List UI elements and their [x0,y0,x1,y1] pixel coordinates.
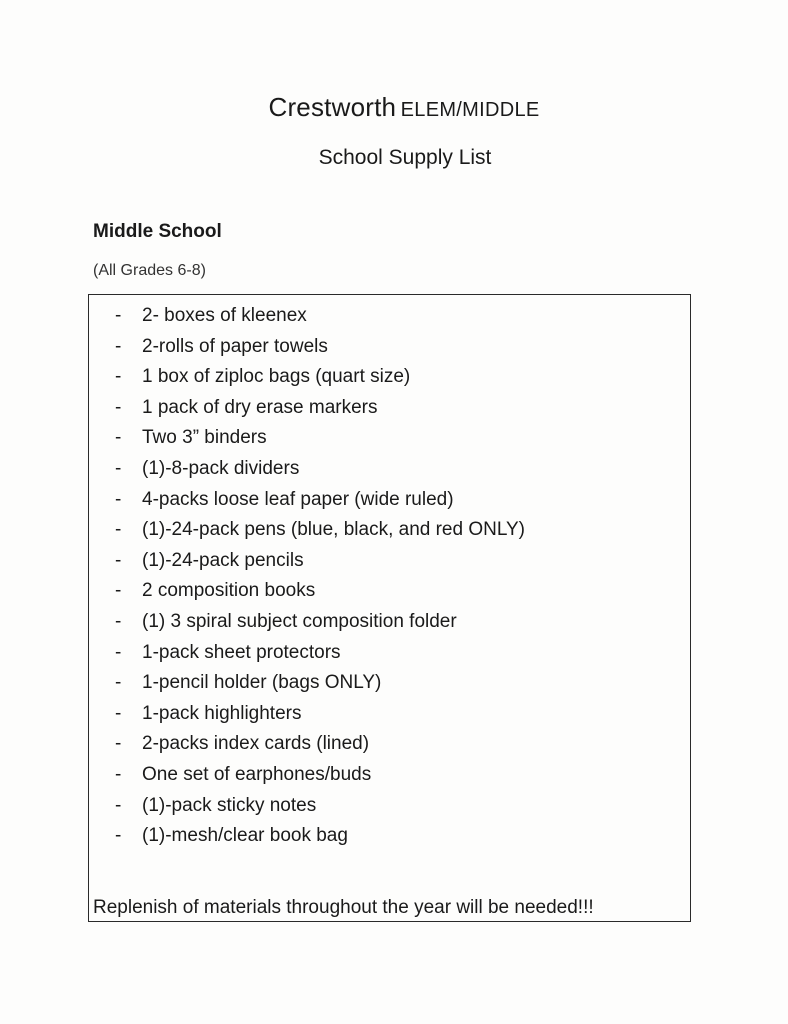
school-level: ELEM/MIDDLE [400,99,540,121]
supply-item-text: One set of earphones/buds [142,763,372,785]
supply-item-text: 2 composition books [142,580,316,602]
list-item [115,485,525,516]
replenish-note: Replenish of materials throughout the year will be needed!!! [93,897,594,918]
bullet-dash: - [115,733,122,755]
supply-item-text: (1) 3 spiral subject composition folder [142,610,457,632]
list-item [115,668,525,699]
list-item [115,791,525,822]
bullet-dash: - [115,427,122,449]
supply-item-text: 1-pack sheet protectors [142,641,341,663]
list-item [115,393,525,424]
list-item [115,699,525,730]
supply-item-text: (1)-8-pack dividers [142,457,300,479]
bullet-dash: - [115,641,122,663]
list-item [115,423,525,454]
supply-item-text: 1 box of ziploc bags (quart size) [142,366,411,388]
supply-item-text: 1 pack of dry erase markers [142,396,378,418]
list-item [115,821,525,852]
list-item [115,729,525,760]
supply-item-text: 2- boxes of kleenex [142,305,307,326]
list-item [115,301,525,332]
bullet-dash: - [115,794,122,816]
bullet-dash: - [115,610,122,632]
list-item [115,454,525,485]
supply-item-text: (1)-24-pack pencils [142,549,304,571]
bullet-dash: - [115,825,122,847]
bullet-dash: - [115,763,122,785]
bullet-dash: - [115,366,122,388]
document-subtitle: School Supply List [318,146,492,169]
supply-item-text: (1)-24-pack pens (blue, black, and red ONLY) [142,519,525,541]
bullet-dash: - [115,672,122,694]
supply-item-text: Two 3” binders [142,427,267,449]
bullet-dash: - [115,488,122,510]
list-item [115,515,525,546]
grades-note: (All Grades 6-8) [93,262,206,279]
supply-list-box [88,294,691,922]
list-item [115,546,525,577]
supply-item-text: (1)-pack sticky notes [142,794,317,816]
list-item [115,362,525,393]
bullet-dash: - [115,305,122,326]
supply-item-text: 1-pack highlighters [142,702,302,724]
supply-list [115,301,525,852]
bullet-dash: - [115,396,122,418]
list-item [115,760,525,791]
bullet-dash: - [115,457,122,479]
page-title [0,92,788,123]
bullet-dash: - [115,702,122,724]
section-heading: Middle School [93,221,222,242]
list-item [115,638,525,669]
bullet-dash: - [115,335,122,357]
supply-item-text: 2-rolls of paper towels [142,335,328,357]
supply-item-text: 4-packs loose leaf paper (wide ruled) [142,488,454,510]
supply-item-text: 1-pencil holder (bags ONLY) [142,672,382,694]
bullet-dash: - [115,580,122,602]
bullet-dash: - [115,519,122,541]
list-item [115,576,525,607]
list-item [115,332,525,363]
supply-item-text: 2-packs index cards (lined) [142,733,370,755]
bullet-dash: - [115,549,122,571]
school-name: Crestworth [268,92,397,122]
list-item [115,607,525,638]
supply-item-text: (1)-mesh/clear book bag [142,825,348,847]
